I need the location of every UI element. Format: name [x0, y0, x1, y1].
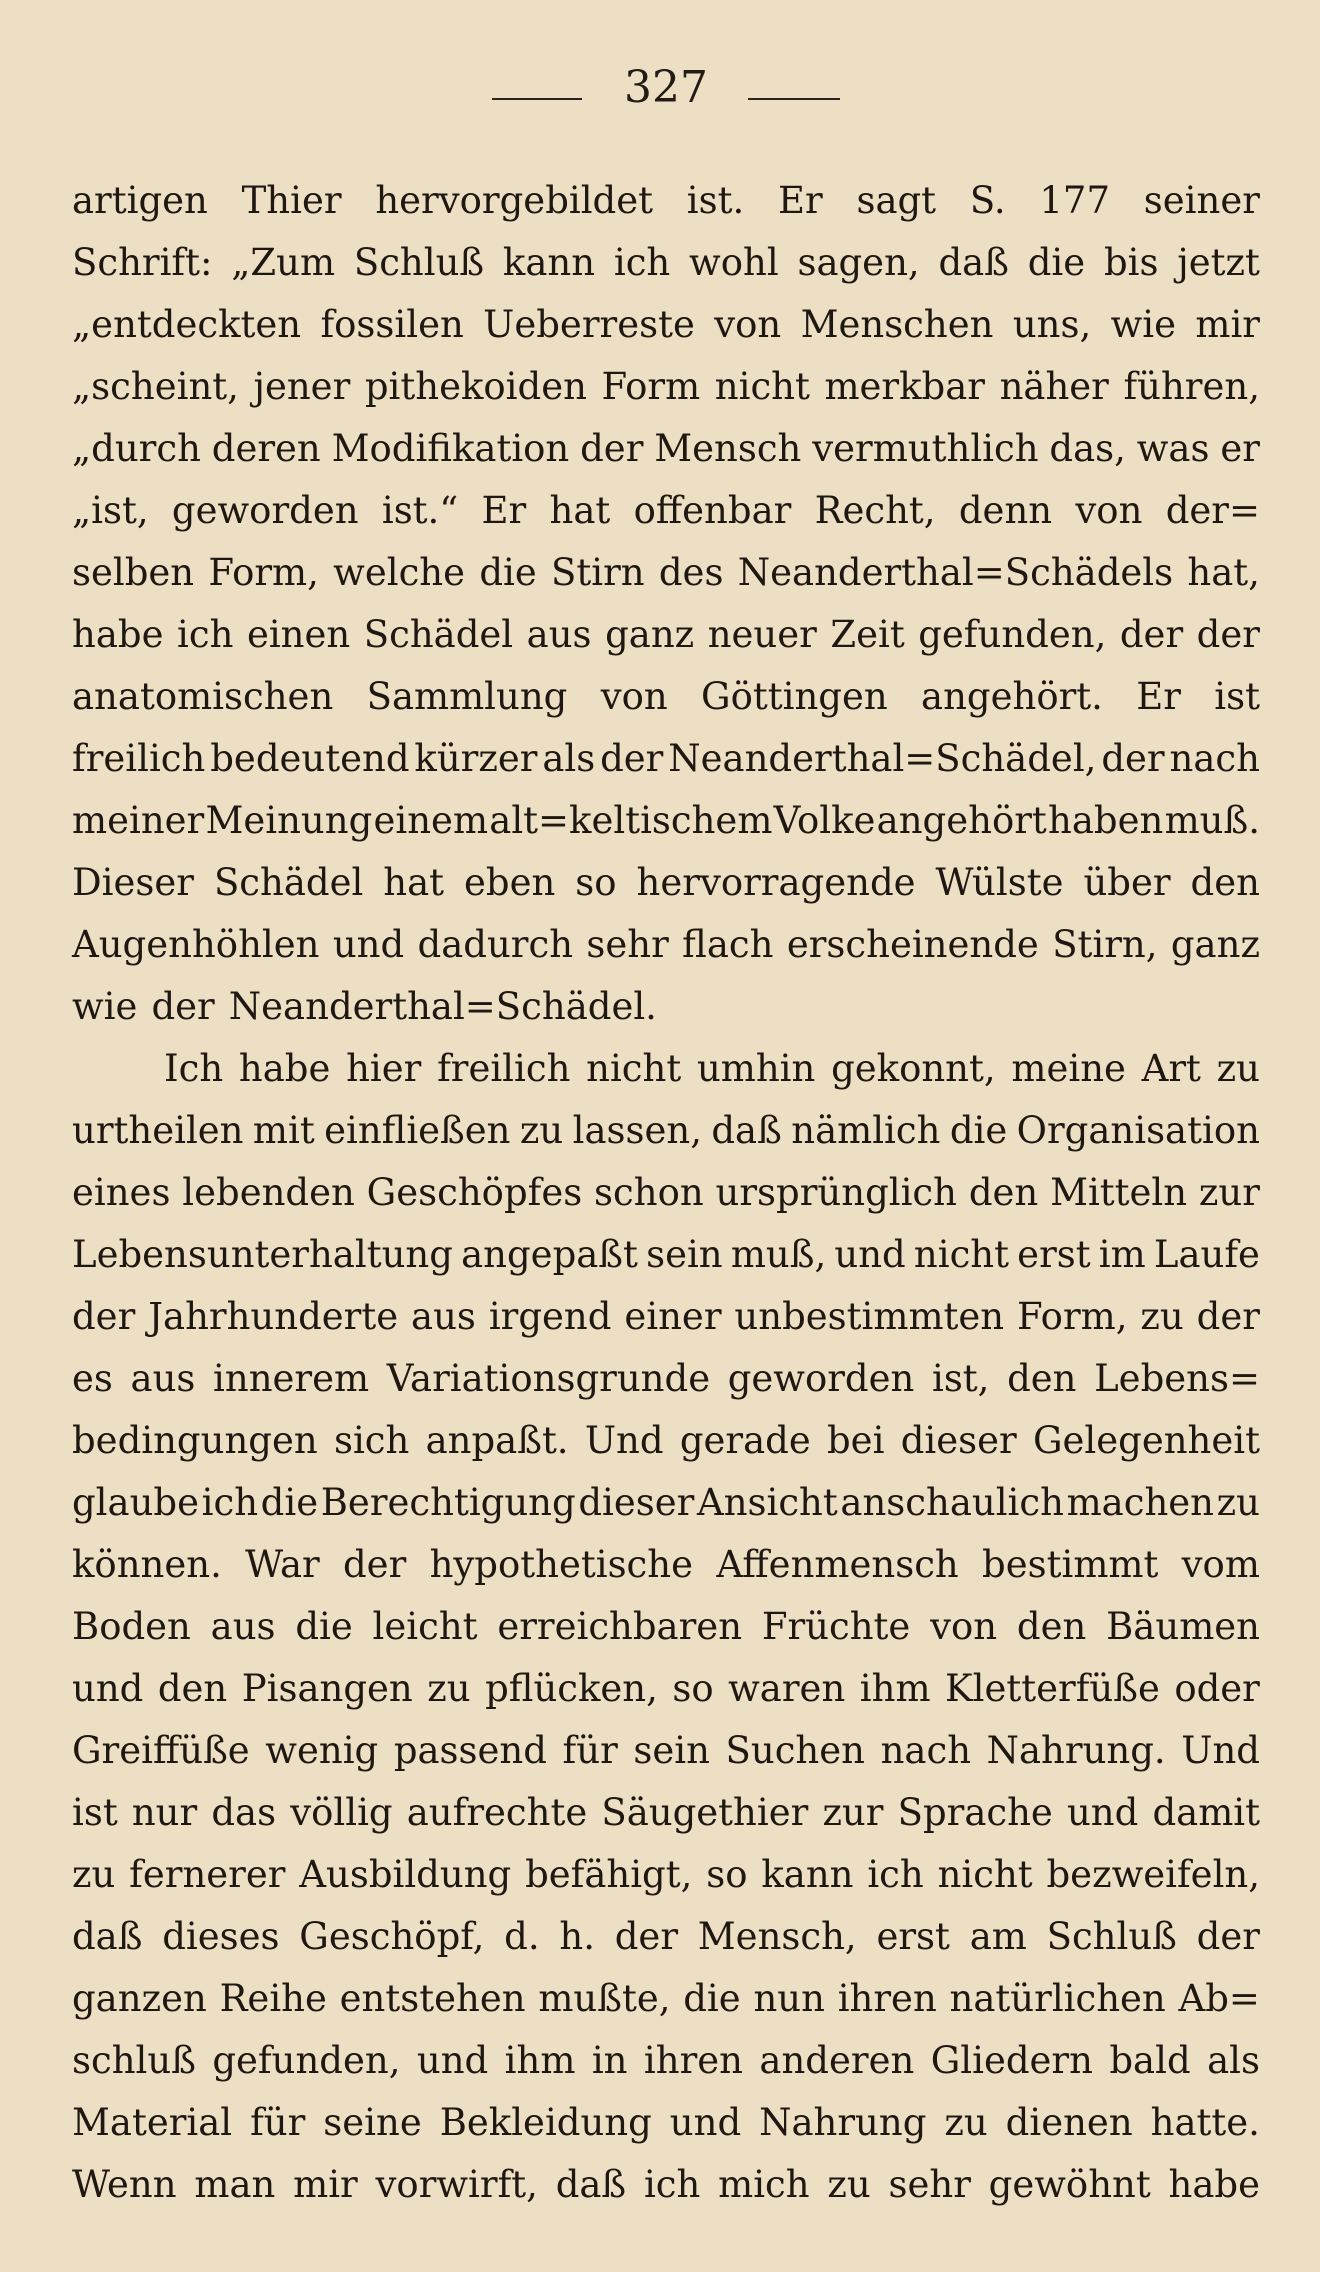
- text-line: zu fernerer Ausbildung befähigt, so kann ich nicht bezweifeln,: [72, 1853, 1260, 1896]
- text-line: Augenhöhlen und dadurch sehr flach erscheinende Stirn, ganz: [72, 923, 1260, 966]
- text-line: Material für seine Bekleidung und Nahrung zu dienen hatte.: [72, 2101, 1260, 2144]
- text-line: „durch deren Modifikation der Mensch vermuthlich das, was er: [72, 427, 1260, 470]
- text-line: Greiffüße wenig passend für sein Suchen nach Nahrung. Und: [72, 1729, 1260, 1772]
- text-line: „ist, geworden ist.“ Er hat offenbar Recht, denn von der=: [72, 489, 1260, 532]
- text-line: Lebensunterhaltung angepaßt sein muß, und nicht erst im Laufe: [72, 1233, 1260, 1276]
- text-line: Schrift: „Zum Schluß kann ich wohl sagen, daß die bis jetzt: [72, 241, 1260, 284]
- page-header: [0, 62, 1320, 132]
- text-line: es aus innerem Variationsgrunde geworden ist, den Lebens=: [72, 1357, 1260, 1400]
- text-line: urtheilen mit einfließen zu lassen, daß nämlich die Organisation: [72, 1109, 1260, 1152]
- body-text: [72, 170, 1260, 2216]
- text-line: glaube ich die Berechtigung dieser Ansicht anschaulich machen zu: [72, 1481, 1260, 1524]
- text-line: ist nur das völlig aufrechte Säugethier zur Sprache und damit: [72, 1791, 1260, 1834]
- text-line: selben Form, welche die Stirn des Neanderthal=Schädels hat,: [72, 551, 1260, 594]
- text-line: schluß gefunden, und ihm in ihren anderen Gliedern bald als: [72, 2039, 1260, 2082]
- text-line: Dieser Schädel hat eben so hervorragende Wülste über den: [72, 861, 1260, 904]
- text-line: und den Pisangen zu pflücken, so waren ihm Kletterfüße oder: [72, 1667, 1260, 1710]
- text-line: daß dieses Geschöpf, d. h. der Mensch, erst am Schluß der: [72, 1915, 1260, 1958]
- text-line: habe ich einen Schädel aus ganz neuer Zeit gefunden, der der: [72, 613, 1260, 656]
- text-line: anatomischen Sammlung von Göttingen angehört. Er ist: [72, 675, 1260, 718]
- text-line: Boden aus die leicht erreichbaren Früchte von den Bäumen: [72, 1605, 1260, 1648]
- text-line: können. War der hypothetische Affenmensch bestimmt vom: [72, 1543, 1260, 1586]
- text-line: eines lebenden Geschöpfes schon ursprünglich den Mitteln zur: [72, 1171, 1260, 1214]
- text-line: Ich habe hier freilich nicht umhin gekonnt, meine Art zu: [164, 1047, 1260, 1090]
- text-line: artigen Thier hervorgebildet ist. Er sagt S. 177 seiner: [72, 179, 1260, 222]
- text-line: der Jahrhunderte aus irgend einer unbestimmten Form, zu der: [72, 1295, 1260, 1338]
- header-rule-right: [748, 98, 840, 100]
- text-line: Wenn man mir vorwirft, daß ich mich zu sehr gewöhnt habe: [72, 2163, 1260, 2206]
- text-line: bedingungen sich anpaßt. Und gerade bei dieser Gelegenheit: [72, 1419, 1260, 1462]
- text-line: „scheint, jener pithekoiden Form nicht merkbar näher führen,: [72, 365, 1260, 408]
- header-rule-left: [492, 98, 582, 100]
- text-line: wie der Neanderthal=Schädel.: [72, 985, 657, 1028]
- text-line: ganzen Reihe entstehen mußte, die nun ihren natürlichen Ab=: [72, 1977, 1260, 2020]
- text-line: „entdeckten fossilen Ueberreste von Menschen uns, wie mir: [72, 303, 1260, 346]
- text-line: meiner Meinung einem alt=keltischem Volke angehört haben muß.: [72, 799, 1260, 842]
- text-line: freilich bedeutend kürzer als der Neanderthal=Schädel, der nach: [72, 737, 1260, 780]
- page-number: 327: [624, 62, 708, 113]
